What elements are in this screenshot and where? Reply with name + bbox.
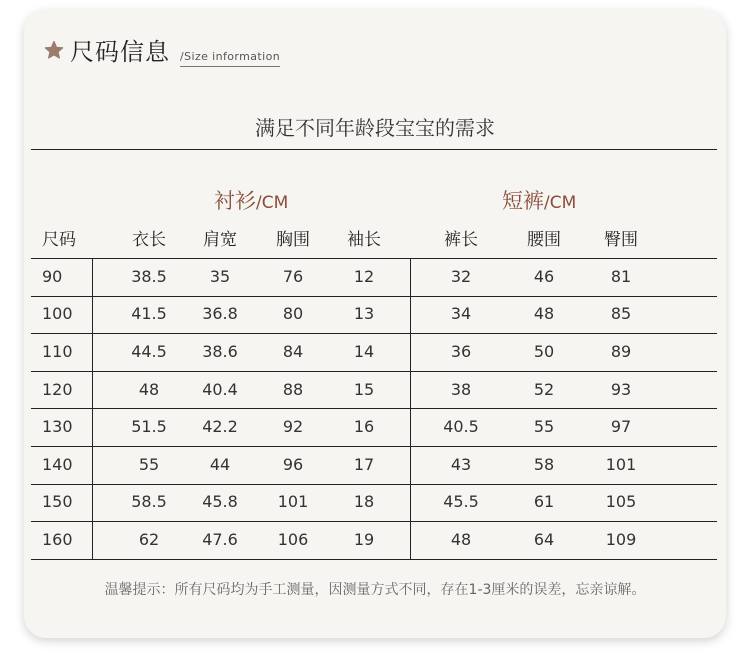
group-label-shorts — [502, 186, 576, 218]
table-rule — [31, 484, 717, 485]
table-cell: 55 — [533, 417, 555, 436]
table-cell: 45.5 — [443, 492, 479, 511]
table-cell: 160 — [42, 530, 73, 549]
table-cell: 44 — [209, 455, 231, 474]
headline-divider — [31, 149, 717, 150]
table-rule — [31, 446, 717, 447]
table-column-divider — [92, 258, 93, 559]
table-rule — [31, 258, 717, 259]
table-cell: 45.8 — [202, 492, 238, 511]
table-rule — [31, 521, 717, 522]
table-cell: 15 — [353, 380, 375, 399]
table-cell: 38.5 — [131, 267, 167, 286]
table-cell: 34 — [450, 304, 472, 323]
table-cell: 92 — [282, 417, 304, 436]
table-cell: 81 — [610, 267, 632, 286]
table-cell: 40.5 — [443, 417, 479, 436]
page-subtitle: /Size information — [180, 50, 280, 67]
table-cell: 61 — [533, 492, 555, 511]
group-unit-shirt: /CM — [256, 193, 289, 213]
table-cell: 93 — [610, 380, 632, 399]
table-cell: 55 — [138, 455, 160, 474]
measurement-note: 温馨提示：所有尺码均为手工测量，因测量方式不同，存在1-3厘米的误差，忘亲谅解。 — [104, 582, 646, 598]
table-cell: 38.6 — [202, 342, 238, 361]
table-cell: 84 — [282, 342, 304, 361]
table-cell: 40.4 — [202, 380, 238, 399]
group-name-shirt: 衬衫 — [214, 189, 256, 213]
table-cell: 52 — [533, 380, 555, 399]
table-cell: 16 — [353, 417, 375, 436]
table-cell: 12 — [353, 267, 375, 286]
table-cell: 106 — [277, 530, 309, 549]
header-col-sleeve: 袖长 — [347, 230, 381, 250]
group-name-shorts: 短裤 — [502, 189, 544, 213]
table-cell: 88 — [282, 380, 304, 399]
table-cell: 96 — [282, 455, 304, 474]
table-cell: 89 — [610, 342, 632, 361]
table-cell: 101 — [605, 455, 637, 474]
header-col-pants-length: 裤长 — [444, 230, 478, 250]
table-cell: 76 — [282, 267, 304, 286]
table-cell: 109 — [605, 530, 637, 549]
table-cell: 48 — [450, 530, 472, 549]
table-cell: 41.5 — [131, 304, 167, 323]
page-title: 尺码信息 — [70, 38, 170, 66]
table-rule — [31, 333, 717, 334]
group-label-shirt — [214, 186, 288, 218]
header-col-waist: 腰围 — [527, 230, 561, 250]
table-cell: 44.5 — [131, 342, 167, 361]
table-cell: 36.8 — [202, 304, 238, 323]
table-rule — [31, 559, 717, 560]
table-cell: 110 — [42, 342, 73, 361]
table-cell: 105 — [605, 492, 637, 511]
table-cell: 38 — [450, 380, 472, 399]
table-cell: 85 — [610, 304, 632, 323]
header-col-chest: 胸围 — [276, 230, 310, 250]
table-cell: 130 — [42, 417, 73, 436]
table-cell: 58.5 — [131, 492, 167, 511]
table-cell: 36 — [450, 342, 472, 361]
table-rule — [31, 371, 717, 372]
header-col-hip: 臀围 — [604, 230, 638, 250]
table-cell: 48 — [533, 304, 555, 323]
table-cell: 100 — [42, 304, 73, 323]
table-cell: 18 — [353, 492, 375, 511]
group-unit-shorts: /CM — [544, 193, 577, 213]
header-col-size: 尺码 — [42, 230, 76, 250]
header-col-shoulder: 肩宽 — [203, 230, 237, 250]
star-icon — [44, 40, 64, 60]
table-cell: 58 — [533, 455, 555, 474]
table-cell: 47.6 — [202, 530, 238, 549]
table-rule — [31, 408, 717, 409]
table-cell: 101 — [277, 492, 309, 511]
table-cell: 13 — [353, 304, 375, 323]
table-cell: 46 — [533, 267, 555, 286]
table-cell: 150 — [42, 492, 73, 511]
table-cell: 14 — [353, 342, 375, 361]
table-cell: 140 — [42, 455, 73, 474]
table-cell: 64 — [533, 530, 555, 549]
table-cell: 42.2 — [202, 417, 238, 436]
table-column-divider — [410, 258, 411, 559]
table-cell: 48 — [138, 380, 160, 399]
table-cell: 80 — [282, 304, 304, 323]
table-rule — [31, 296, 717, 297]
table-cell: 43 — [450, 455, 472, 474]
table-cell: 17 — [353, 455, 375, 474]
table-cell: 120 — [42, 380, 73, 399]
headline: 满足不同年龄段宝宝的需求 — [255, 116, 495, 140]
table-cell: 35 — [209, 267, 231, 286]
header-col-shirt-length: 衣长 — [132, 230, 166, 250]
table-cell: 62 — [138, 530, 160, 549]
table-cell: 97 — [610, 417, 632, 436]
table-cell: 90 — [42, 267, 63, 286]
table-cell: 51.5 — [131, 417, 167, 436]
table-cell: 50 — [533, 342, 555, 361]
table-cell: 32 — [450, 267, 472, 286]
table-cell: 19 — [353, 530, 375, 549]
